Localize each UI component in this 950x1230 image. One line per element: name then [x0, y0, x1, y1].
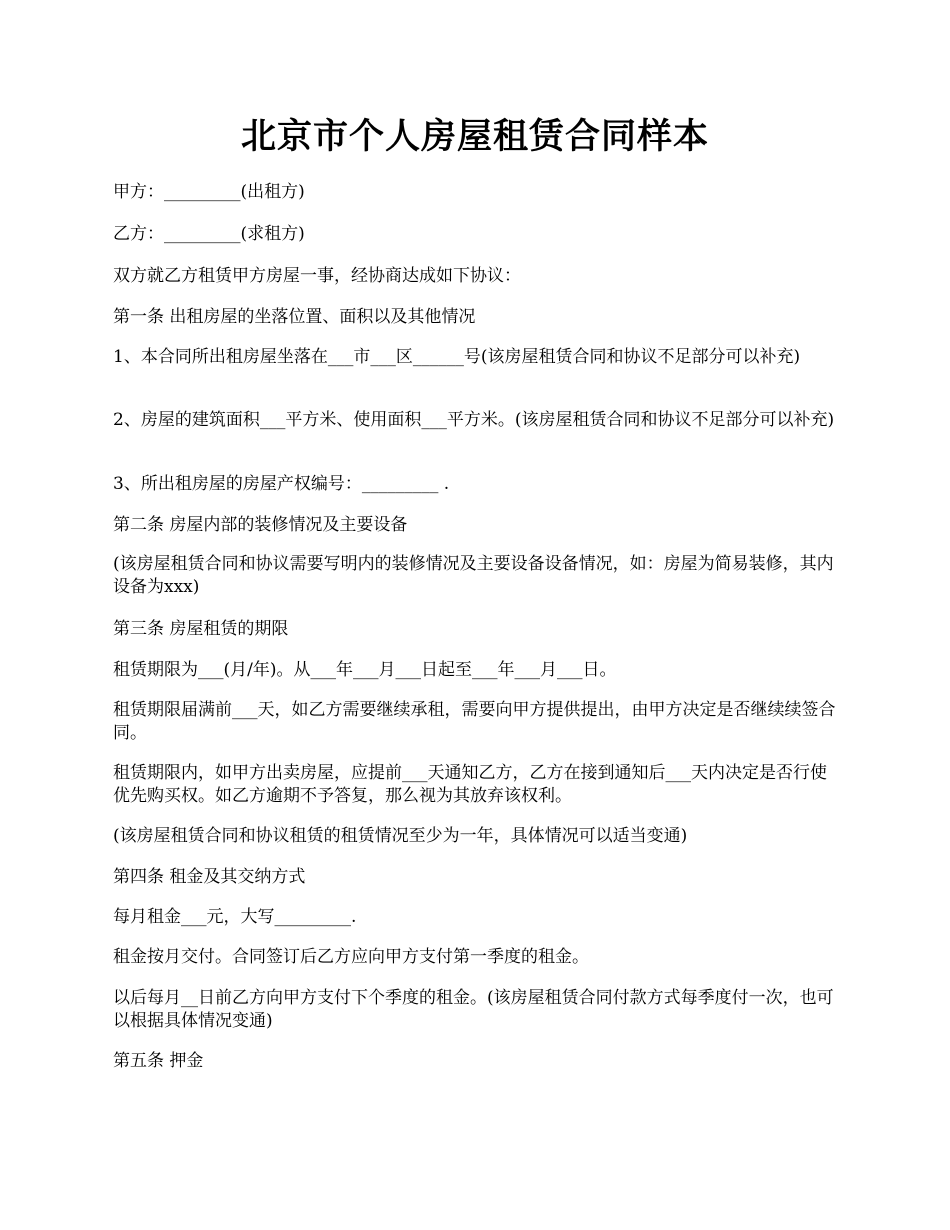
article-2-note: (该房屋租赁合同和协议需要写明内的装修情况及主要设备设备情况，如：房屋为简易装修，其内设备为xxx) — [113, 554, 834, 597]
document-title: 北京市个人房屋租赁合同样本 — [240, 116, 709, 157]
article-3-note: (该房屋租赁合同和协议租赁的租赁情况至少为一年，具体情况可以适当变通) — [113, 826, 688, 846]
article-3-heading: 第三条 房屋租赁的期限 — [113, 619, 289, 639]
rent-payment-clause: 租金按月交付。合同签订后乙方应向甲方支付第一季度的租金。 — [113, 947, 589, 967]
party-b-line: 乙方：_________(求租方) — [113, 224, 305, 244]
article-1-item-3: 3、所出租房屋的房屋产权编号：_________ . — [113, 474, 450, 494]
agreement-intro: 双方就乙方租赁甲方房屋一事，经协商达成如下协议： — [113, 266, 521, 286]
article-5-heading: 第五条 押金 — [113, 1051, 204, 1071]
article-1-item-1: 1、本合同所出租房屋坐落在___市___区______号(该房屋租赁合同和协议不足部分可以补充) — [113, 347, 801, 367]
rent-schedule-clause: 以后每月__日前乙方向甲方支付下个季度的租金。(该房屋租赁合同付款方式每季度付一次，也可以根据具体情况变通) — [113, 988, 834, 1031]
article-1-heading: 第一条 出租房屋的坐落位置、面积以及其他情况 — [113, 307, 476, 327]
article-1-item-2: 2、房屋的建筑面积___平方米、使用面积___平方米。(该房屋租赁合同和协议不足部分可以补充) — [113, 410, 835, 430]
article-4-heading: 第四条 租金及其交纳方式 — [113, 867, 306, 887]
lease-renewal-clause: 租赁期限届满前___天，如乙方需要继续承租，需要向甲方提供提出，由甲方决定是否继续续签合同。 — [113, 700, 836, 743]
party-a-line: 甲方：_________(出租方) — [113, 182, 305, 202]
lease-term-line: 租赁期限为___(月/年)。从___年___月___日起至___年___月___日。 — [113, 660, 617, 680]
pre-emption-clause: 租赁期限内，如甲方出卖房屋，应提前___天通知乙方，乙方在接到通知后___天内决定是否行使优先购买权。如乙方逾期不予答复，那么视为其放弃该权利。 — [113, 763, 827, 806]
article-2-heading: 第二条 房屋内部的装修情况及主要设备 — [113, 515, 408, 535]
monthly-rent-line: 每月租金___元，大写_________. — [113, 907, 357, 927]
